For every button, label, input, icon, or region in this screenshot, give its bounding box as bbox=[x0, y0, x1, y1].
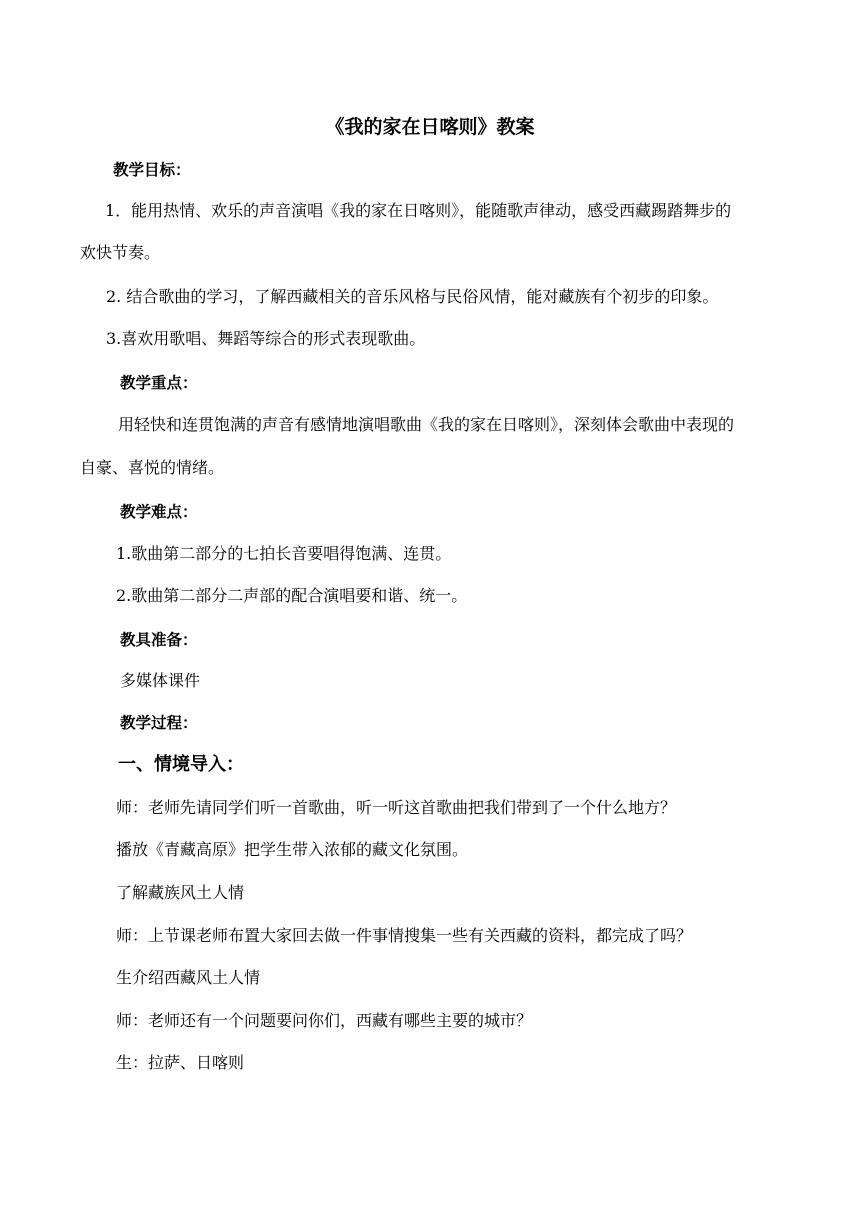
key-points-heading: 教学重点： bbox=[120, 374, 198, 392]
objective-1-line-2: 欢快节奏。 bbox=[80, 243, 161, 262]
section-1-line-6: 师：老师还有一个问题要问你们，西藏有哪些主要的城市？ bbox=[116, 1011, 533, 1030]
materials-text: 多媒体课件 bbox=[120, 671, 201, 690]
materials-heading: 教具准备： bbox=[120, 631, 198, 649]
difficulty-1: 1.歌曲第二部分的七拍长音要唱得饱满、连贯。 bbox=[116, 544, 452, 563]
key-points-line-1: 用轻快和连贯饱满的声音有感情地演唱歌曲《我的家在日喀则》，深刻体会歌曲中表现的 bbox=[118, 415, 735, 434]
section-1-line-4: 师：上节课老师布置大家回去做一件事情搜集一些有关西藏的资料，都完成了吗？ bbox=[116, 926, 693, 945]
difficulties-heading: 教学难点： bbox=[120, 503, 198, 521]
objective-1-line-1: 1．能用热情、欢乐的声音演唱《我的家在日喀则》，能随歌声律动，感受西藏踢踏舞步的 bbox=[105, 201, 732, 220]
section-1-line-7: 生：拉萨、日喀则 bbox=[116, 1053, 245, 1072]
difficulty-2: 2.歌曲第二部分二声部的配合演唱要和谐、统一。 bbox=[116, 586, 468, 605]
section-1-line-2: 播放《青藏高原》把学生带入浓郁的藏文化氛围。 bbox=[116, 840, 469, 859]
section-1-line-5: 生介绍西藏风土人情 bbox=[116, 968, 261, 987]
section-1-title: 一、情境导入： bbox=[118, 754, 244, 775]
objective-2: 2. 结合歌曲的学习，了解西藏相关的音乐风格与民俗风情，能对藏族有个初步的印象。 bbox=[106, 287, 719, 306]
process-heading: 教学过程： bbox=[120, 714, 198, 732]
key-points-line-2: 自豪、喜悦的情绪。 bbox=[80, 458, 225, 477]
objectives-heading: 教学目标： bbox=[113, 161, 191, 179]
section-1-line-1: 师：老师先请同学们听一首歌曲，听一听这首歌曲把我们带到了一个什么地方？ bbox=[116, 798, 677, 817]
document-title: 《我的家在日喀则》教案 bbox=[325, 116, 535, 138]
section-1-line-3: 了解藏族风土人情 bbox=[116, 883, 245, 902]
objective-3: 3.喜欢用歌唱、舞蹈等综合的形式表现歌曲。 bbox=[106, 329, 426, 348]
